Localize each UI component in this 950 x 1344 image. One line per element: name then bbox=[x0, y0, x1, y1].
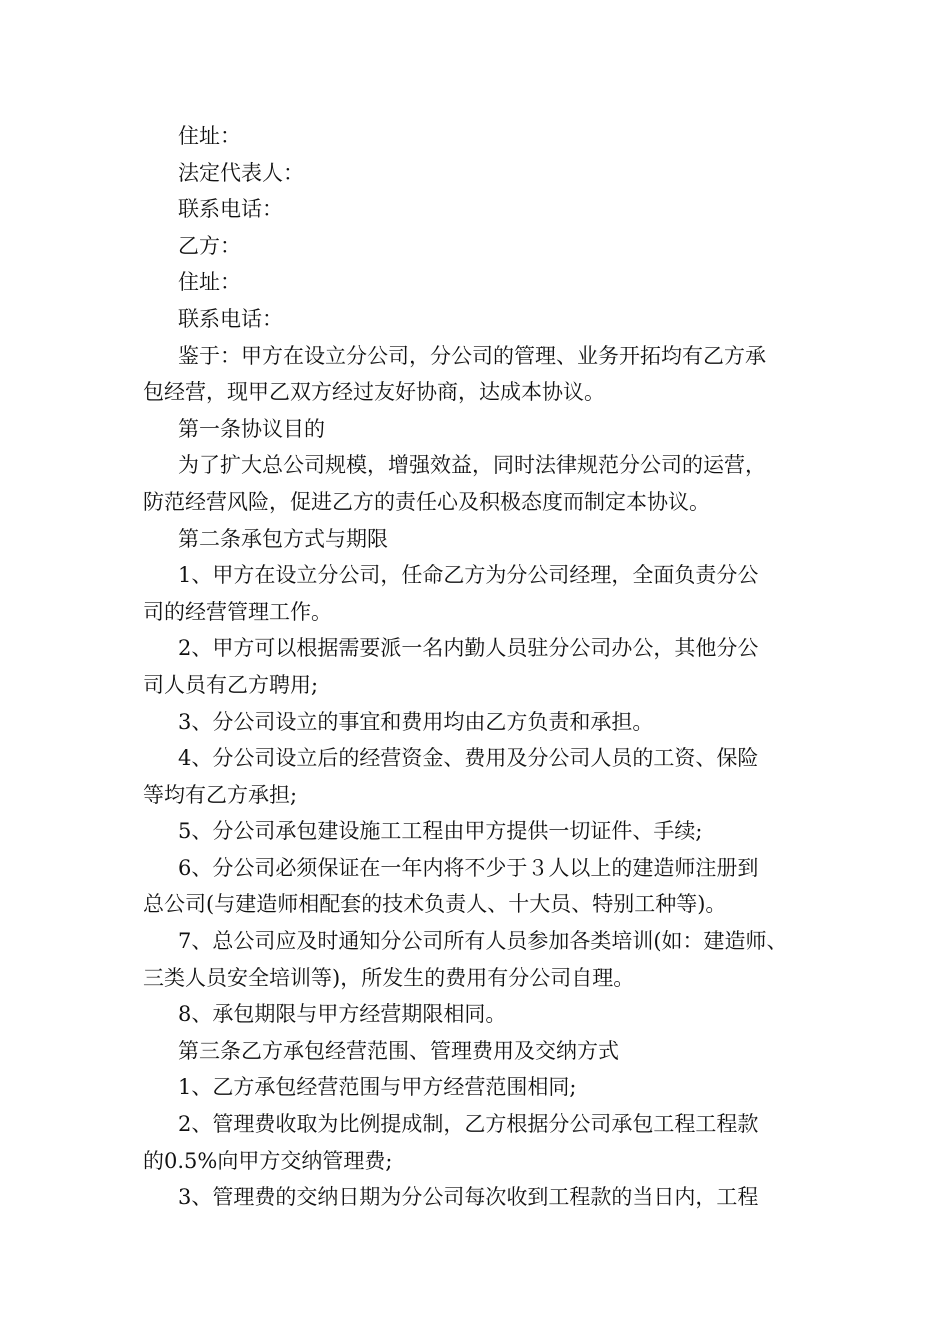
paragraph bbox=[143, 301, 823, 338]
section-heading: 第三条乙方承包经营范围、管理费用及交纳方式 bbox=[178, 1038, 619, 1063]
text-line: 8、承包期限与甲方经营期限相同。 bbox=[178, 1002, 507, 1027]
paragraph bbox=[143, 740, 823, 813]
text-line: 的0.5%向甲方交纳管理费; bbox=[143, 1148, 393, 1173]
text-line: 总公司(与建造师相配套的技术负责人、十大员、特别工种等)。 bbox=[143, 892, 727, 917]
paragraph bbox=[143, 813, 823, 850]
text-line: 3、管理费的交纳日期为分公司每次收到工程款的当日内，工程 bbox=[178, 1185, 759, 1210]
paragraph bbox=[143, 630, 823, 703]
text-line: 住址： bbox=[178, 124, 241, 148]
text-line: 司人员有乙方聘用; bbox=[143, 672, 319, 697]
text-line: 7、总公司应及时通知分公司所有人员参加各类培训(如：建造师、 bbox=[178, 929, 788, 954]
paragraph bbox=[143, 996, 823, 1033]
text-line: 2、甲方可以根据需要派一名内勤人员驻分公司办公，其他分公 bbox=[178, 636, 759, 661]
paragraph bbox=[143, 923, 823, 996]
text-line: 防范经营风险，促进乙方的责任心及积极态度而制定本协议。 bbox=[143, 489, 710, 514]
text-line: 3、分公司设立的事宜和费用均由乙方负责和承担。 bbox=[178, 709, 654, 734]
text-line: 5、分公司承包建设施工工程由甲方提供一切证件、手续; bbox=[178, 819, 703, 844]
text-line: 6、分公司必须保证在一年内将不少于３人以上的建造师注册到 bbox=[178, 855, 759, 880]
paragraph bbox=[143, 557, 823, 630]
paragraph bbox=[143, 1033, 823, 1070]
text-line: 三类人员安全培训等)，所发生的费用有分公司自理。 bbox=[143, 965, 635, 990]
text-line: 包经营，现甲乙双方经过友好协商，达成本协议。 bbox=[143, 380, 605, 405]
text-line: 鉴于：甲方在设立分公司，分公司的管理、业务开拓均有乙方承 bbox=[178, 343, 766, 368]
text-line: 2、管理费收取为比例提成制，乙方根据分公司承包工程工程款 bbox=[178, 1112, 759, 1137]
paragraph bbox=[143, 264, 823, 301]
paragraph bbox=[143, 521, 823, 558]
section-heading: 第二条承包方式与期限 bbox=[178, 526, 388, 551]
text-line: 联系电话： bbox=[178, 306, 283, 331]
section-heading: 第一条协议目的 bbox=[178, 416, 325, 441]
paragraph bbox=[143, 1179, 823, 1216]
paragraph bbox=[143, 1069, 823, 1106]
text-line: 乙方： bbox=[178, 233, 241, 258]
document-body bbox=[143, 118, 823, 1216]
paragraph bbox=[143, 228, 823, 265]
text-line: 住址： bbox=[178, 270, 241, 295]
text-line: 为了扩大总公司规模，增强效益，同时法律规范分公司的运营， bbox=[178, 453, 766, 478]
paragraph bbox=[143, 118, 823, 155]
paragraph bbox=[143, 411, 823, 448]
text-line: 1、甲方在设立分公司，任命乙方为分公司经理，全面负责分公 bbox=[178, 563, 759, 588]
paragraph bbox=[143, 155, 823, 192]
paragraph bbox=[143, 338, 823, 411]
text-line: 司的经营管理工作。 bbox=[143, 599, 332, 624]
paragraph bbox=[143, 447, 823, 520]
text-line: 等均有乙方承担; bbox=[143, 782, 298, 807]
paragraph bbox=[143, 850, 823, 923]
paragraph bbox=[143, 191, 823, 228]
text-line: 法定代表人： bbox=[178, 160, 304, 185]
text-line: 4、分公司设立后的经营资金、费用及分公司人员的工资、保险 bbox=[178, 746, 759, 771]
paragraph bbox=[143, 1106, 823, 1179]
text-line: 1、乙方承包经营范围与甲方经营范围相同; bbox=[178, 1075, 577, 1100]
paragraph bbox=[143, 704, 823, 741]
text-line: 联系电话： bbox=[178, 197, 283, 222]
